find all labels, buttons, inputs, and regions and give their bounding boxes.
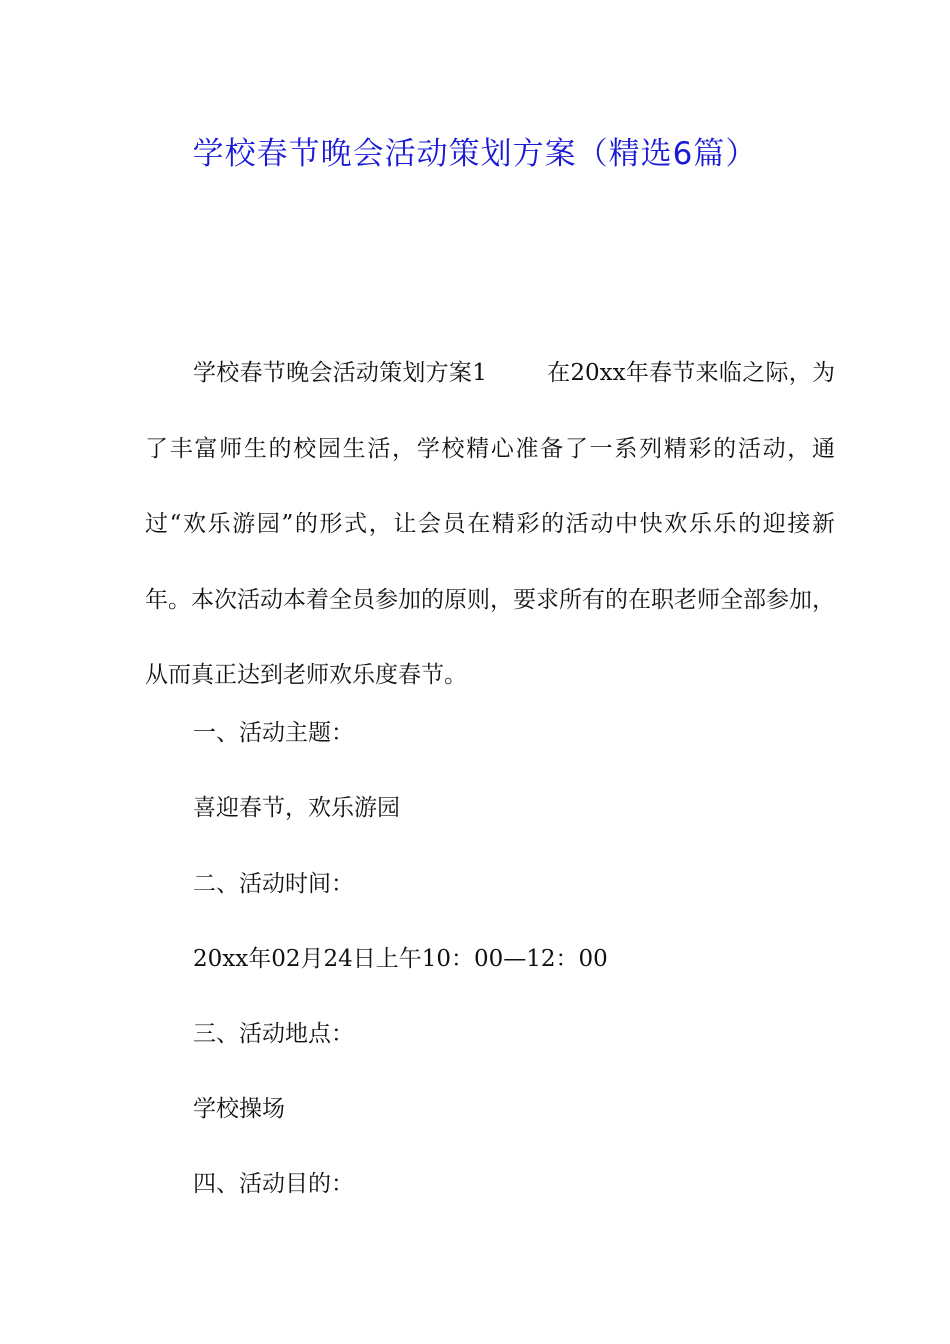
section-2-content: 20xx年02月24日上午10：00—12：00: [193, 946, 608, 972]
intro-text: 在20xx年春节来临之际，为了丰富师生的校园生活，学校精心准备了一系列精彩的活动，通过“欢乐游园”的形式，让会员在精彩的活动中快欢乐乐的迎接新年。本次活动本着全员参加的原则，要求所有的在职老师全部参加，从而真正达到老师欢乐度春节。: [145, 360, 835, 688]
section-1-content: 喜迎春节，欢乐游园: [193, 795, 400, 821]
section-4-heading: 四、活动目的：: [193, 1171, 354, 1197]
intro-paragraph: [145, 336, 835, 714]
section-3-content: 学校操场: [193, 1096, 285, 1122]
section-1-heading: 一、活动主题：: [193, 720, 354, 746]
document-title: 学校春节晚会活动策划方案（精选6篇）: [192, 136, 758, 172]
section-3-heading: 三、活动地点：: [193, 1021, 354, 1047]
intro-heading: 学校春节晚会活动策划方案1: [193, 360, 487, 386]
section-2-heading: 二、活动时间：: [193, 871, 354, 897]
